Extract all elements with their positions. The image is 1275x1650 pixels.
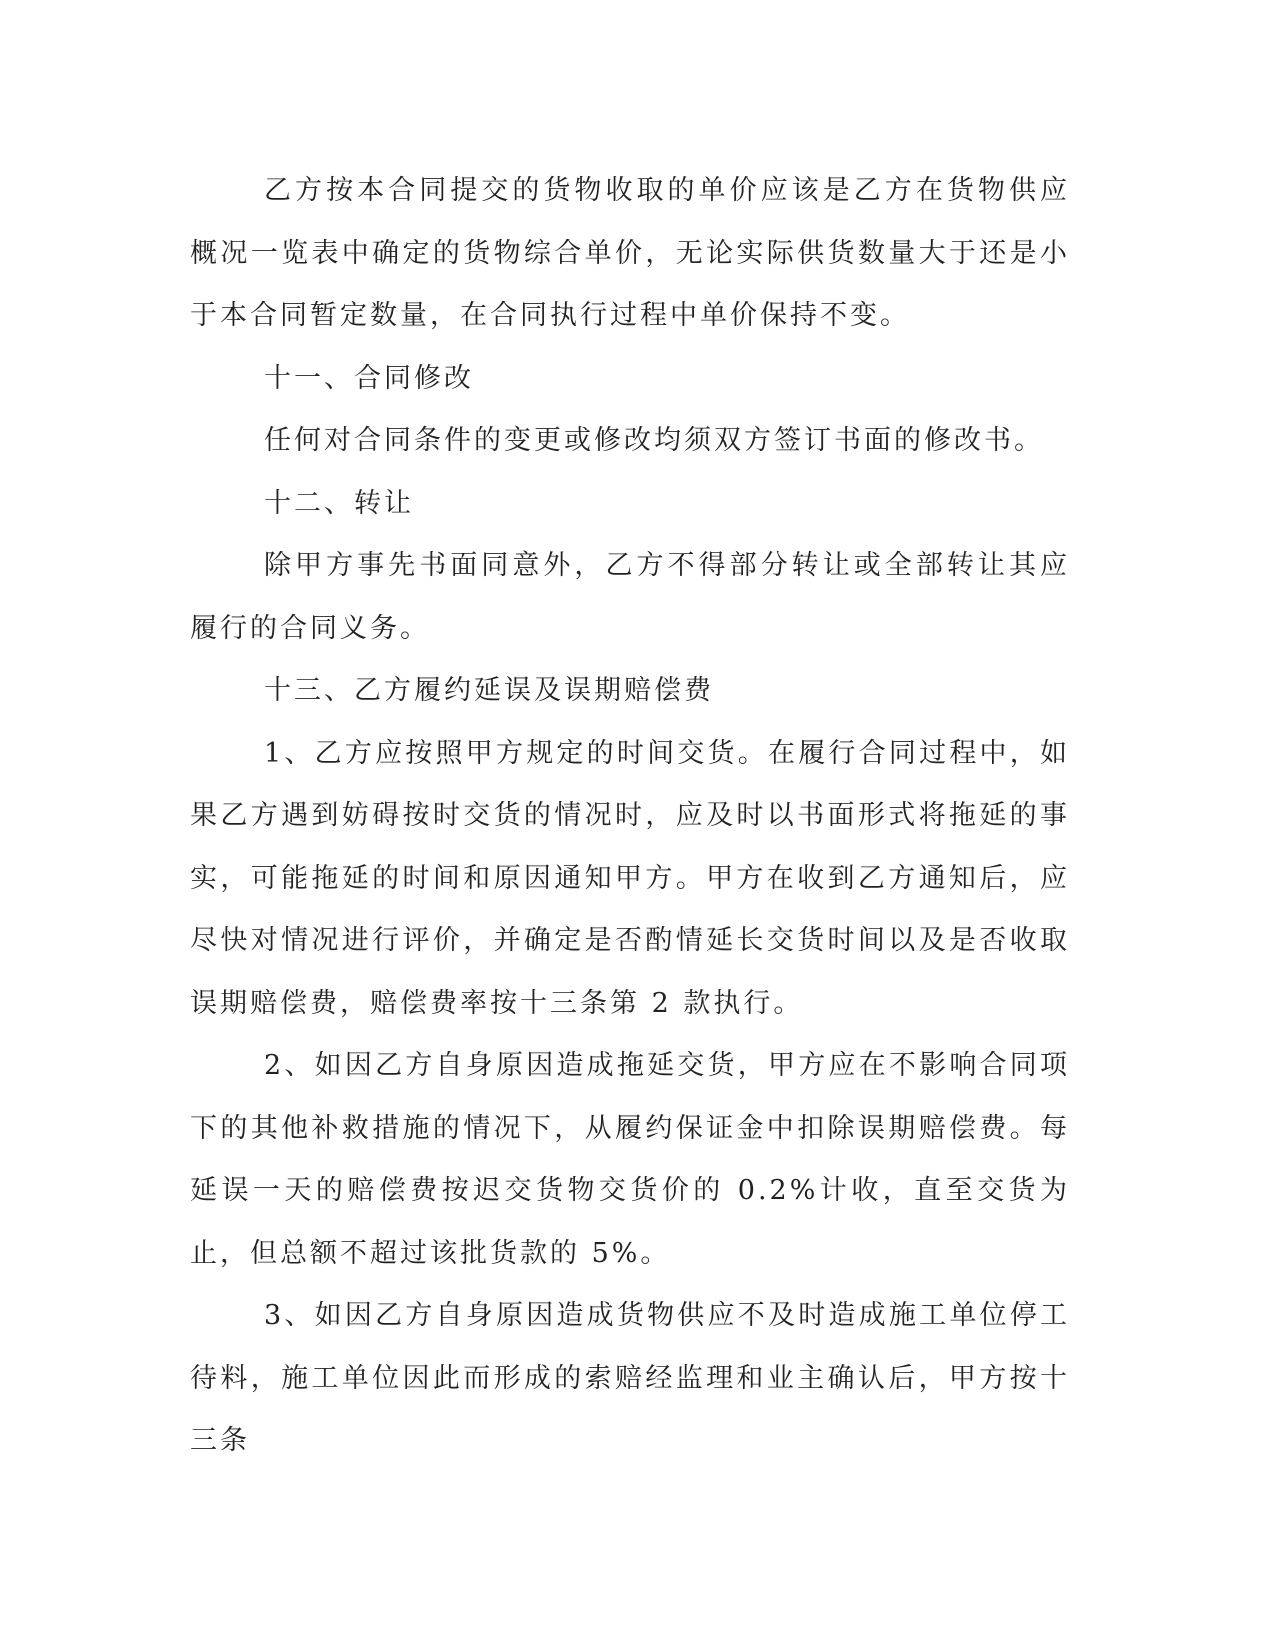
paragraph-delay-3: 3、如因乙方自身原因造成货物供应不及时造成施工单位停工待料，施工单位因此而形成的索赔经监理和业主确认后，甲方按十三条 (190, 1300, 1070, 1456)
paragraph-assignment: 除甲方事先书面同意外，乙方不得部分转让或全部转让其应履行的合同义务。 (190, 550, 1070, 644)
paragraph-delay-1: 1、乙方应按照甲方规定的时间交货。在履行合同过程中，如果乙方遇到妨碍按时交货的情况时，应及时以书面形式将拖延的事实，可能拖延的时间和原因通知甲方。甲方在收到乙方通知后，应尽快对情况进行评价，并确定是否酌情延长交货时间以及是否收取误期赔偿费，赔偿费率按十三条第 2 款执行。 (190, 737, 1070, 1019)
heading-contract-amendment: 十一、合同修改 (264, 362, 474, 394)
heading-delay-damages: 十三、乙方履约延误及误期赔偿费 (264, 675, 714, 706)
paragraph-unit-price: 乙方按本合同提交的货物收取的单价应该是乙方在货物供应概况一览表中确定的货物综合单价，无论实际供货数量大于还是小于本合同暂定数量，在合同执行过程中单价保持不变。 (190, 175, 1070, 331)
paragraph-amendment: 任何对合同条件的变更或修改均须双方签订书面的修改书。 (264, 425, 1044, 456)
paragraph-delay-2: 2、如因乙方自身原因造成拖延交货，甲方应在不影响合同项下的其他补救措施的情况下，从履约保证金中扣除误期赔偿费。每延误一天的赔偿费按迟交货物交货价的 0.2%计收，直至交货为止，但总额不超过该批货款的 5%。 (190, 1050, 1070, 1269)
heading-assignment: 十二、转让 (264, 487, 414, 519)
document-body (190, 160, 1070, 1473)
